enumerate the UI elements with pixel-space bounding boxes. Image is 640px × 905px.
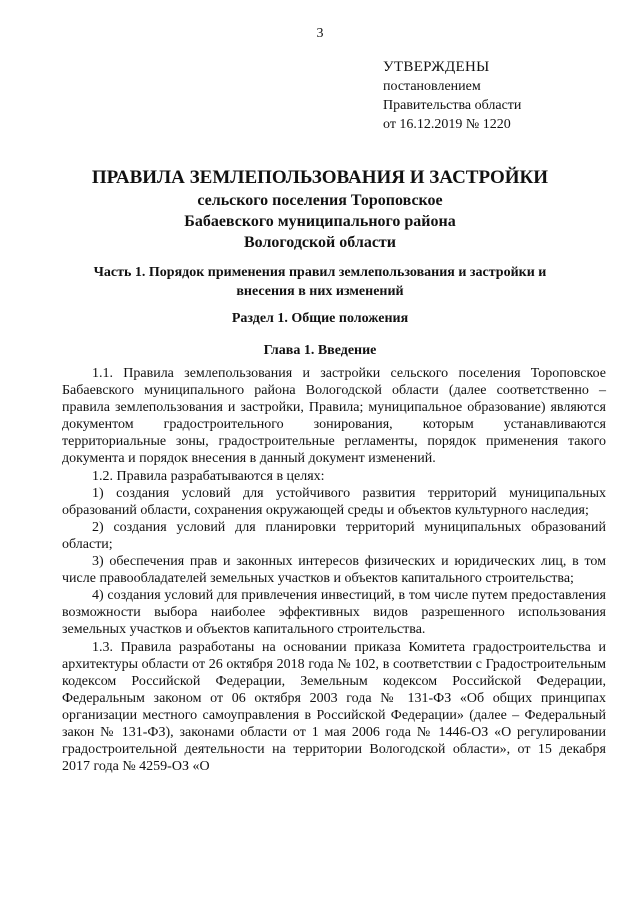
chapter-heading: Глава 1. Введение — [263, 343, 377, 358]
paragraph-item-3: 3) обеспечения прав и законных интересов физических и юридических лиц, в том числе правообладателей земельных участков и объектов капитального строительства; — [62, 554, 606, 587]
paragraph-1-3: 1.3. Правила разработаны на основании приказа Комитета градостроительства и архитектуры области от 26 октября 2018 года № 102, в соответствии с Градостроительным кодексом Российской Федерации, Земельным кодексом Российской Федерации, Федеральным законом от 06 октября 2003 года № 131-ФЗ «Об общих принципах организации местного самоуправления в Российской Федерации» (далее – Федеральный закон № 131-ФЗ), законами области от 1 мая 2006 года № 1446-ОЗ «О регулировании градостроительной деятельности на территории Вологодской области», от 15 декабря 2017 года № 4259-ОЗ «О — [62, 639, 606, 775]
part-heading: Часть 1. Порядок применения правил землепользования и застройки и внесения в них изменений — [93, 265, 547, 299]
document-title-line-2: сельского поселения Тороповское — [197, 192, 443, 209]
document-body — [62, 365, 606, 775]
page-number: 3 — [316, 26, 324, 41]
approval-line-3: от 16.12.2019 № 1220 — [383, 117, 511, 132]
paragraph-item-1: 1) создания условий для устойчивого развития территорий муниципальных образований области, сохранения окружающей среды и объектов культурного наследия; — [62, 485, 606, 518]
paragraph-item-4: 4) создания условий для привлечения инвестиций, в том числе путем предоставления возможности выбора наиболее эффективных видов разрешенного использования земельных участков и объектов капитального строительства. — [62, 588, 606, 638]
approval-title: УТВЕРЖДЕНЫ — [383, 59, 490, 75]
paragraph-item-2: 2) создания условий для планировки территорий муниципальных образований области; — [62, 519, 606, 552]
paragraph-1-1: 1.1. Правила землепользования и застройки сельского поселения Тороповское Бабаевского муниципального района Вологодской области (далее соответственно – правила землепользования и застройки, Правила; муниципальное образование) являются документом градостроительного зонирования, которым устанавливаются территориальные зоны, градостроительные регламенты, порядок применения такого документа и порядок внесения в данный документ изменений. — [62, 366, 606, 467]
approval-line-1: постановлением — [383, 79, 481, 94]
document-title — [0, 166, 640, 253]
document-title-line-4: Вологодской области — [243, 234, 397, 251]
approval-line-2: Правительства области — [383, 98, 522, 113]
paragraph-1-2: 1.2. Правила разрабатываются в целях: — [92, 468, 325, 484]
approval-stamp — [383, 58, 521, 134]
document-title-line-3: Бабаевского муниципального района — [184, 213, 456, 230]
section-heading: Раздел 1. Общие положения — [231, 311, 409, 326]
document-title-line-1: ПРАВИЛА ЗЕМЛЕПОЛЬЗОВАНИЯ И ЗАСТРОЙКИ — [91, 167, 549, 188]
